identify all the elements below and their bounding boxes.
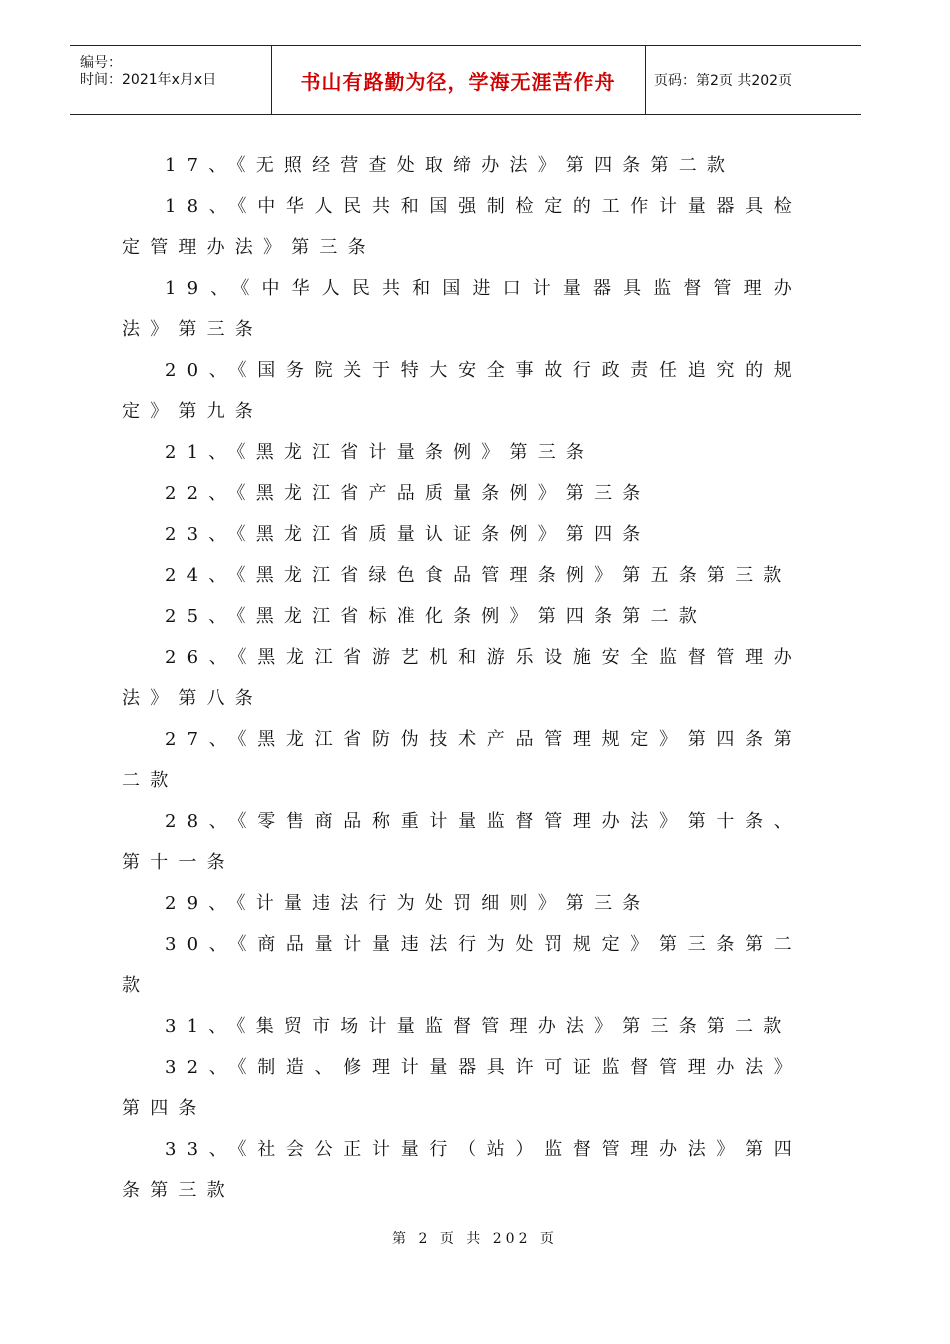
regulation-entry — [122, 514, 802, 555]
regulation-entry-text: 18、《中华人民共和国强制检定的工作计量器具检 — [165, 196, 802, 217]
header-motto-cell — [271, 46, 646, 114]
regulation-entry-text: 19、《中华人民共和国进口计量器具监督管理办 — [165, 278, 802, 299]
regulation-entry-text: 26、《黑龙江省游艺机和游乐设施安全监督管理办 — [165, 647, 802, 668]
regulation-entry — [122, 637, 802, 719]
regulation-entry-continuation: 法》第八条 — [122, 688, 263, 709]
header-page-cell — [646, 46, 861, 114]
regulation-entry — [122, 1047, 802, 1129]
document-number-label: 编号： — [80, 55, 122, 71]
regulation-entry-text: 17、《无照经营查处取缔办法》第四条第二款 — [165, 155, 736, 176]
regulation-entry-continuation: 第十一条 — [122, 852, 235, 873]
regulation-entry — [122, 268, 802, 350]
header-motto: 书山有路勤为径，学海无涯苦作舟 — [300, 70, 616, 94]
regulation-entry-continuation: 第四条 — [122, 1098, 207, 1119]
regulation-entry — [122, 924, 802, 1006]
regulation-entry-text: 31、《集贸市场计量监督管理办法》第三条第二款 — [165, 1016, 792, 1037]
regulation-entry — [122, 1006, 802, 1047]
regulation-entry-text: 21、《黑龙江省计量条例》第三条 — [165, 442, 595, 463]
document-time-label: 时间：2021年x月x日 — [80, 72, 217, 88]
regulation-entry — [122, 145, 802, 186]
regulation-entry — [122, 555, 802, 596]
regulation-entry-continuation: 定管理办法》第三条 — [122, 237, 376, 258]
regulation-entry-text: 25、《黑龙江省标准化条例》第四条第二款 — [165, 606, 707, 627]
regulation-entry-text: 27、《黑龙江省防伪技术产品管理规定》第四条第 — [165, 729, 802, 750]
regulation-entry-continuation: 定》第九条 — [122, 401, 263, 422]
regulation-entry — [122, 350, 802, 432]
regulation-entry-text: 28、《零售商品称重计量监督管理办法》第十条、 — [165, 811, 802, 832]
regulation-entry — [122, 719, 802, 801]
header-meta-cell — [70, 46, 272, 114]
regulation-entry-text: 20、《国务院关于特大安全事故行政责任追究的规 — [165, 360, 802, 381]
regulation-list — [122, 145, 802, 1211]
page-header — [70, 45, 861, 115]
page-footer: 第 2 页 共 202 页 — [392, 1231, 558, 1247]
regulation-entry-text: 22、《黑龙江省产品质量条例》第三条 — [165, 483, 651, 504]
regulation-entry — [122, 883, 802, 924]
regulation-entry-text: 33、《社会公正计量行（站）监督管理办法》第四 — [165, 1139, 802, 1160]
regulation-entry-text: 30、《商品量计量违法行为处罚规定》第三条第二 — [165, 934, 802, 955]
regulation-entry-continuation: 二款 — [122, 770, 179, 791]
regulation-entry — [122, 1129, 802, 1211]
regulation-entry — [122, 596, 802, 637]
regulation-entry-text: 32、《制造、修理计量器具许可证监督管理办法》 — [165, 1057, 802, 1078]
regulation-entry-continuation: 条第三款 — [122, 1180, 235, 1201]
regulation-entry-text: 29、《计量违法行为处罚细则》第三条 — [165, 893, 651, 914]
regulation-entry-text: 24、《黑龙江省绿色食品管理条例》第五条第三款 — [165, 565, 792, 586]
regulation-entry — [122, 186, 802, 268]
regulation-entry — [122, 473, 802, 514]
header-page-info: 页码：第2页 共202页 — [654, 73, 793, 89]
regulation-entry — [122, 432, 802, 473]
regulation-entry-continuation: 款 — [122, 975, 151, 996]
regulation-entry — [122, 801, 802, 883]
regulation-entry-text: 23、《黑龙江省质量认证条例》第四条 — [165, 524, 651, 545]
regulation-entry-continuation: 法》第三条 — [122, 319, 263, 340]
